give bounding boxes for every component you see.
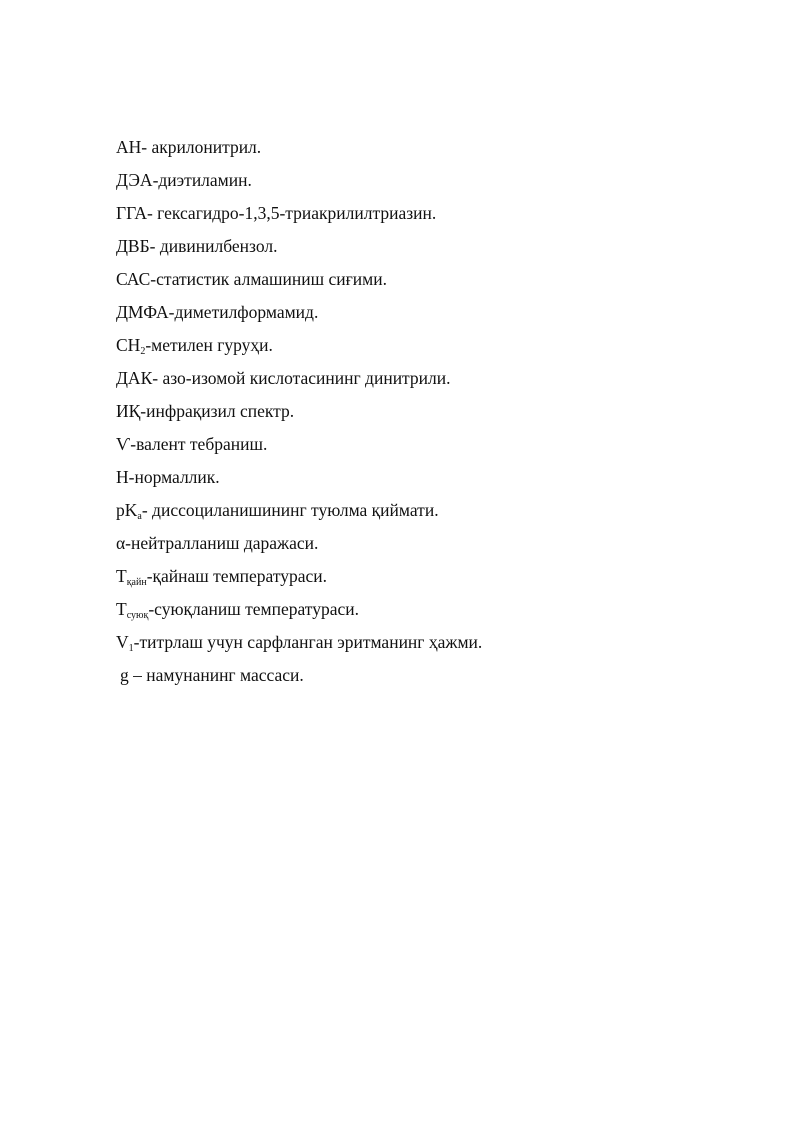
abbreviation-text: -қайнаш температураси. [146,566,328,586]
abbreviation-line-alpha [116,529,736,562]
abbreviation-symbol: V [116,632,129,652]
abbreviation-text: ИҚ-инфрақизил спектр. [116,401,295,421]
abbreviation-line-ch2 [116,331,736,364]
abbreviation-subscript: a [137,511,142,522]
abbreviation-symbol: T [116,566,127,586]
abbreviation-line-t-melt [116,595,736,628]
abbreviation-text: ДЭА-диэтиламин. [116,170,252,190]
abbreviation-text: α-нейтралланиш даражаси. [116,533,319,553]
abbreviation-line-ik [116,397,736,430]
abbreviation-text: g – намунанинг массаси. [120,665,304,685]
abbreviation-symbol: CH [116,335,141,355]
abbreviation-text: -суюқланиш температураси. [148,599,359,619]
abbreviation-text: ДВБ- дивинилбензол. [116,236,278,256]
abbreviation-line-dmfa [116,298,736,331]
abbreviation-line-pka [116,496,736,529]
abbreviation-text: Ѵ-валент тебраниш. [116,434,268,454]
abbreviation-line-dea [116,166,736,199]
abbreviation-text: ДАК- азо-изомой кислотасининг динитрили. [116,368,451,388]
abbreviation-line-dvb [116,232,736,265]
abbreviation-text: САС-статистик алмашиниш сиғими. [116,269,387,289]
abbreviation-line-v-valent [116,430,736,463]
abbreviation-symbol: pK [116,500,138,520]
abbreviation-text: ГГА- гексагидро-1,3,5-триакрилилтриазин. [116,203,437,223]
abbreviation-list [116,133,736,694]
abbreviation-text: ДМФА-диметилформамид. [116,302,319,322]
abbreviation-text: -титрлаш учун сарфланган эритманинг ҳажми. [133,632,483,652]
abbreviation-line-sas [116,265,736,298]
abbreviation-subscript: қайн [126,577,147,588]
abbreviation-line-n [116,463,736,496]
abbreviation-subscript: суюқ [126,610,149,621]
abbreviation-text: -метилен гуруҳи. [145,335,273,355]
abbreviation-line-an [116,133,736,166]
abbreviation-line-v1 [116,628,736,661]
abbreviation-line-g [116,661,736,694]
abbreviation-text: АН- акрилонитрил. [116,137,262,157]
abbreviation-symbol: T [116,599,127,619]
abbreviation-line-t-boil [116,562,736,595]
abbreviation-subscript: 2 [140,346,146,357]
abbreviation-text: Н-нормаллик. [116,467,220,487]
abbreviation-subscript: 1 [128,643,134,654]
abbreviation-line-gga [116,199,736,232]
abbreviation-line-dak [116,364,736,397]
abbreviation-text: - диссоциланишининг туюлма қиймати. [141,500,439,520]
